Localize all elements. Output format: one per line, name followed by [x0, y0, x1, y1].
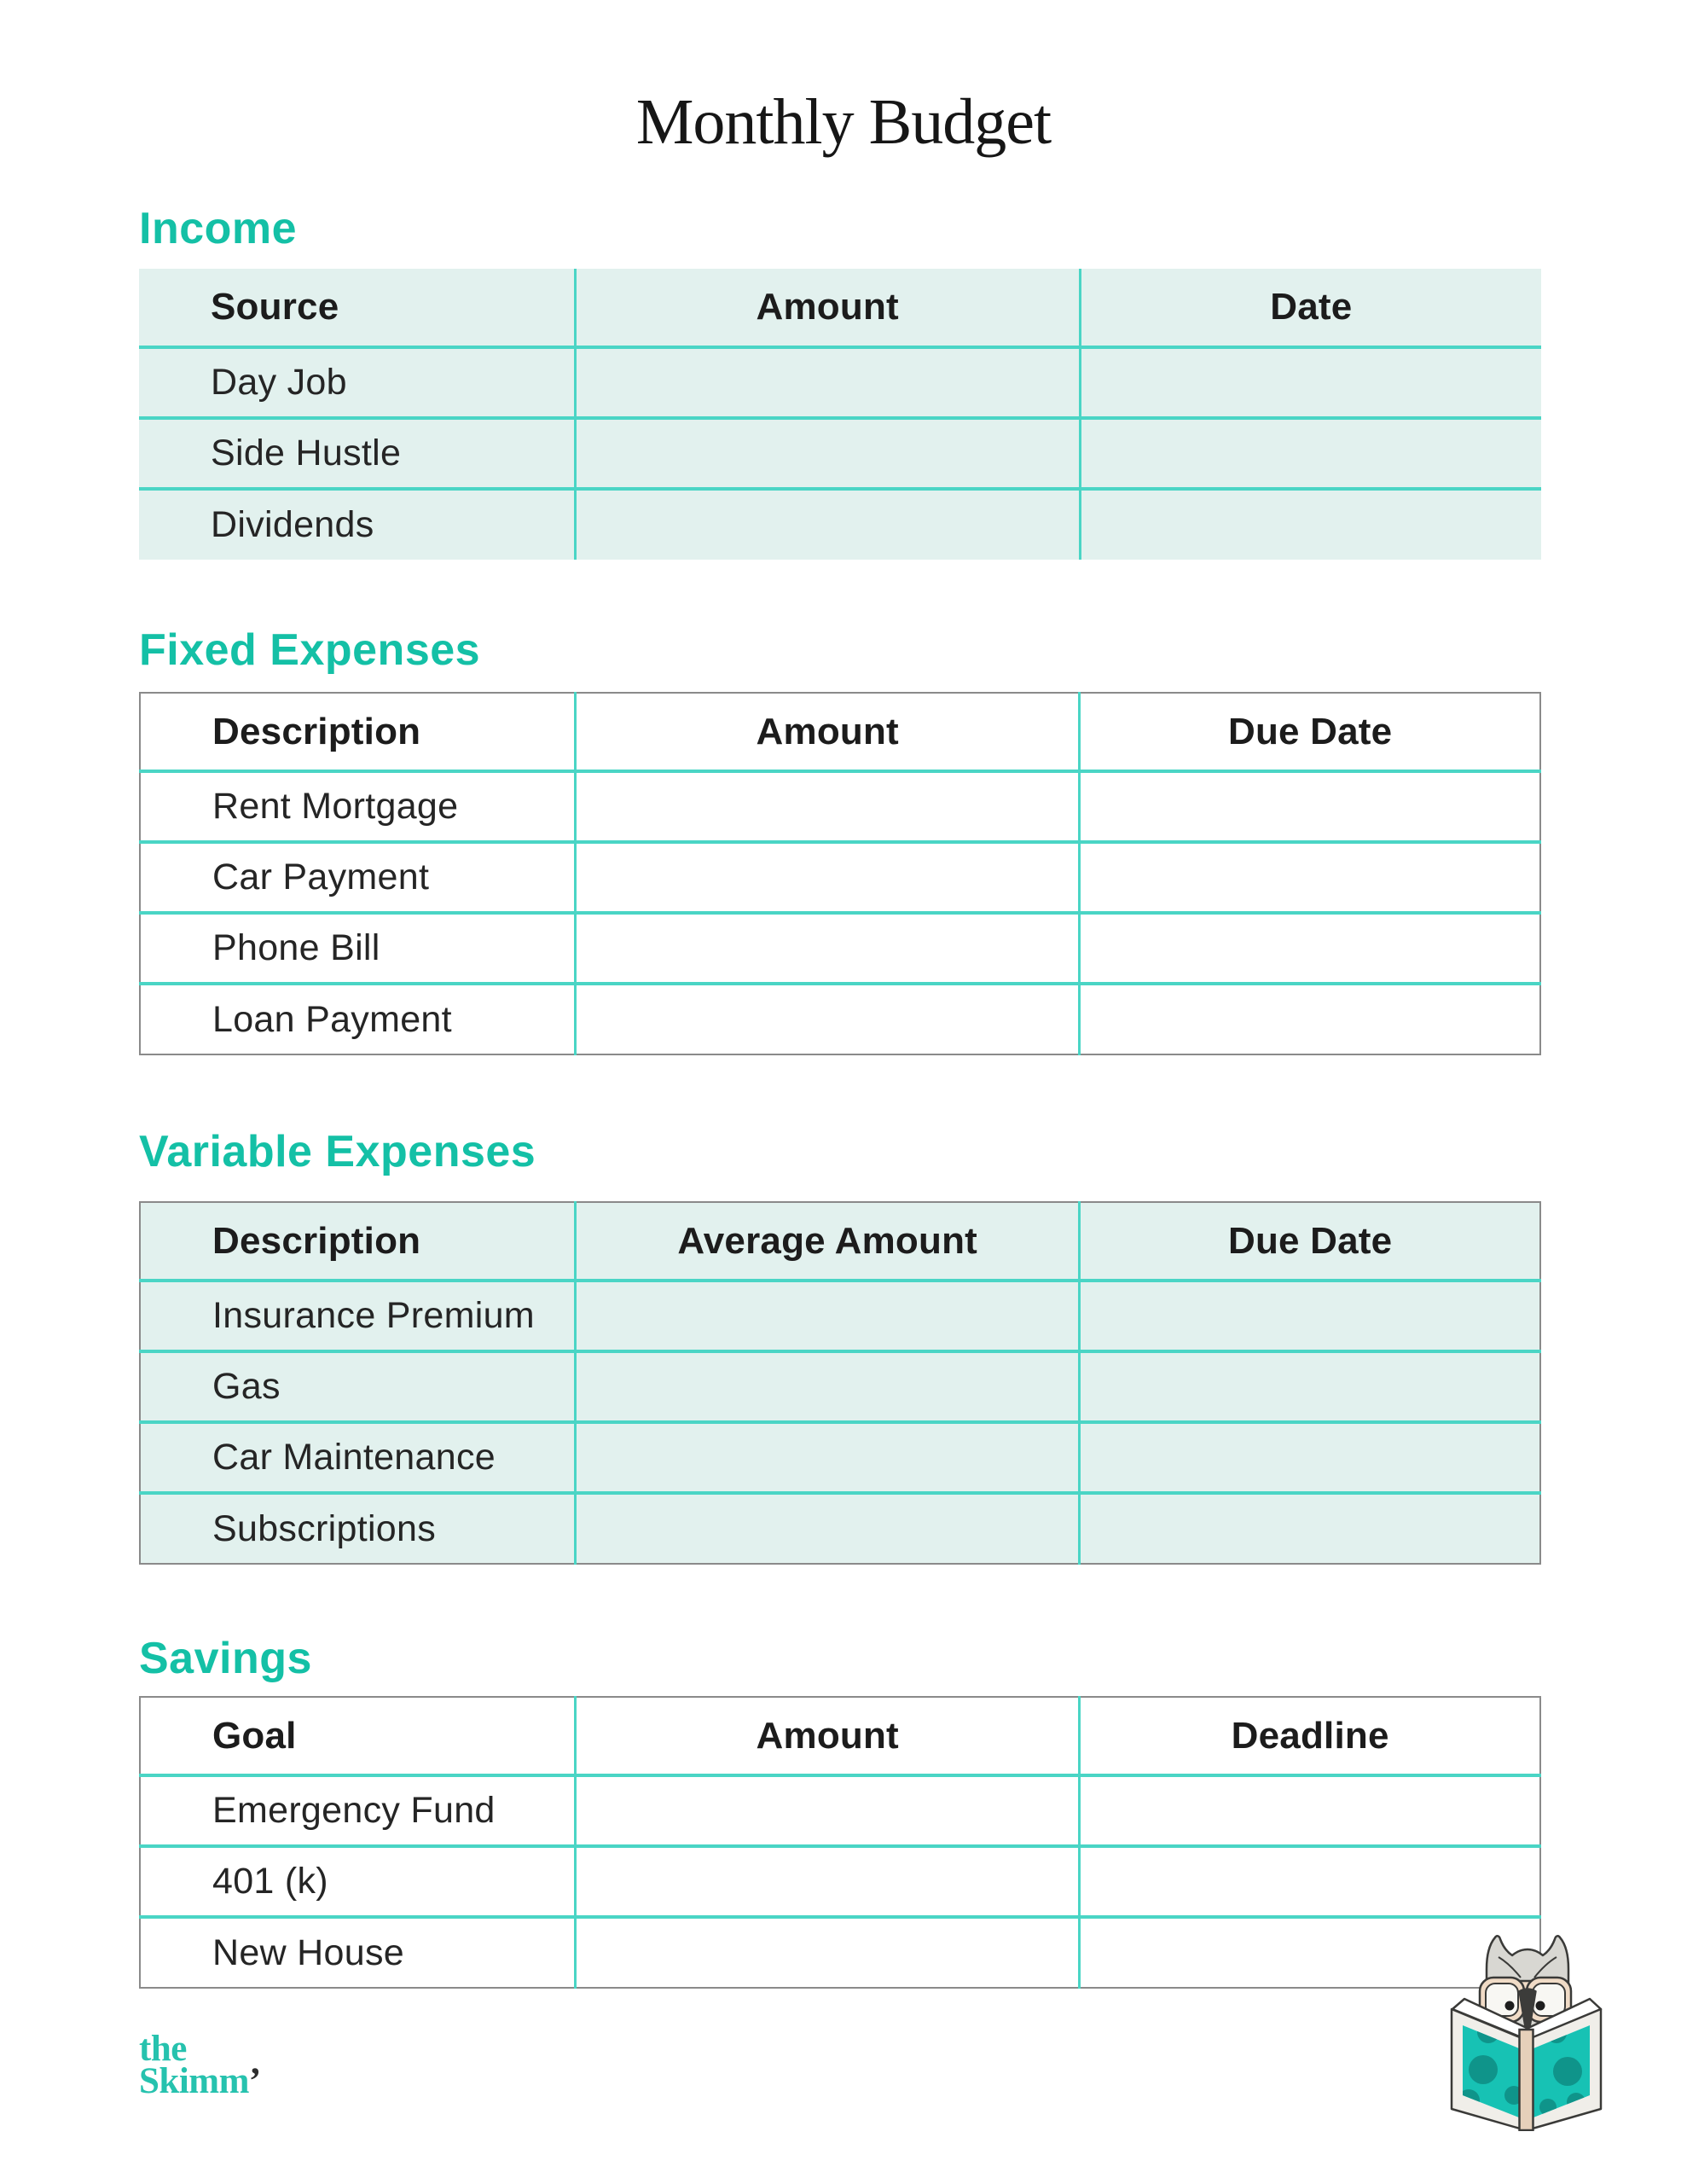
row-label: Phone Bill [140, 913, 576, 984]
row-label: Emergency Fund [140, 1775, 576, 1846]
book-spine [1520, 2030, 1533, 2130]
fill-in-cell [576, 842, 1080, 913]
fill-in-cell [1080, 347, 1541, 418]
row-label: Car Payment [140, 842, 576, 913]
fill-in-cell [576, 1493, 1080, 1564]
table-row [140, 1351, 1540, 1422]
column-header-description: Description [140, 693, 576, 771]
header-row [140, 693, 1540, 771]
fill-in-cell [1080, 771, 1540, 842]
fill-in-cell [576, 771, 1080, 842]
fill-in-cell [1080, 1281, 1540, 1351]
variable-expenses-table [139, 1201, 1541, 1565]
table-row [140, 913, 1540, 984]
row-label: Gas [140, 1351, 576, 1422]
fill-in-cell [575, 489, 1080, 560]
section-heading-income: Income [139, 204, 298, 253]
table-row [140, 1775, 1540, 1846]
row-label: Insurance Premium [140, 1281, 576, 1351]
fixed-expenses-table [139, 692, 1541, 1055]
fill-in-cell [576, 1846, 1080, 1917]
savings-table [139, 1696, 1541, 1989]
fill-in-cell [576, 984, 1080, 1054]
row-label: Dividends [139, 489, 575, 560]
row-label: 401 (k) [140, 1846, 576, 1917]
section-heading-variable-expenses: Variable Expenses [139, 1127, 536, 1176]
column-header-source: Source [139, 269, 575, 347]
fill-in-cell [576, 1351, 1080, 1422]
row-label: Rent Mortgage [140, 771, 576, 842]
column-header-amount: Amount [576, 1697, 1080, 1775]
fill-in-cell [1080, 913, 1540, 984]
fill-in-cell [1080, 1422, 1540, 1493]
column-header-amount: Amount [575, 269, 1080, 347]
fill-in-cell [1080, 842, 1540, 913]
fill-in-cell [576, 913, 1080, 984]
fill-in-cell [576, 1775, 1080, 1846]
column-header-goal: Goal [140, 1697, 576, 1775]
logo-line-skimm: Skimm [139, 2061, 249, 2101]
table-row [140, 1846, 1540, 1917]
table-row [140, 771, 1540, 842]
fill-in-cell [1080, 984, 1540, 1054]
owl-right-eye [1536, 2001, 1545, 2011]
table-row [140, 1422, 1540, 1493]
table-row [140, 984, 1540, 1054]
row-label: New House [140, 1917, 576, 1988]
header-row [140, 1202, 1540, 1281]
income-table [139, 269, 1541, 560]
row-label: Subscriptions [140, 1493, 576, 1564]
fill-in-cell [1080, 1493, 1540, 1564]
column-header-date: Date [1270, 286, 1353, 328]
header-row [139, 269, 1541, 347]
section-heading-savings: Savings [139, 1634, 312, 1683]
table-row [140, 842, 1540, 913]
table-row [140, 1917, 1540, 1988]
section-heading-fixed-expenses: Fixed Expenses [139, 625, 481, 675]
table-row [139, 418, 1541, 489]
header-row [140, 1697, 1540, 1775]
column-header-amount: Amount [576, 693, 1080, 771]
fill-in-cell [575, 347, 1080, 418]
fill-in-cell [1080, 418, 1541, 489]
theskimm-logo [139, 2029, 261, 2101]
page-title: Monthly Budget [635, 86, 1052, 158]
table-row [140, 1493, 1540, 1564]
fill-in-cell [576, 1422, 1080, 1493]
fill-in-cell [576, 1917, 1080, 1988]
table-row [139, 489, 1541, 560]
column-header-description: Description [140, 1202, 576, 1281]
row-label: Car Maintenance [140, 1422, 576, 1493]
fill-in-cell [1080, 1351, 1540, 1422]
fill-in-cell [1080, 1775, 1540, 1846]
column-header-deadline: Deadline [1231, 1714, 1389, 1757]
column-header-due-date: Due Date [1227, 710, 1393, 752]
fill-in-cell [1080, 489, 1541, 560]
row-label: Loan Payment [140, 984, 576, 1054]
logo-apostrophe: ’ [248, 2061, 261, 2101]
table-row [140, 1281, 1540, 1351]
logo-line-the: the [139, 2029, 187, 2069]
owl-reading-book-illustration [1446, 1933, 1603, 2131]
column-header-due-date: Due Date [1227, 1219, 1393, 1262]
fill-in-cell [576, 1281, 1080, 1351]
table-row [139, 347, 1541, 418]
fill-in-cell [1080, 1846, 1540, 1917]
row-label: Side Hustle [139, 418, 575, 489]
row-label: Day Job [139, 347, 575, 418]
column-header-average-amount: Average Amount [576, 1202, 1080, 1281]
fill-in-cell [575, 418, 1080, 489]
owl-left-eye [1505, 2001, 1515, 2011]
